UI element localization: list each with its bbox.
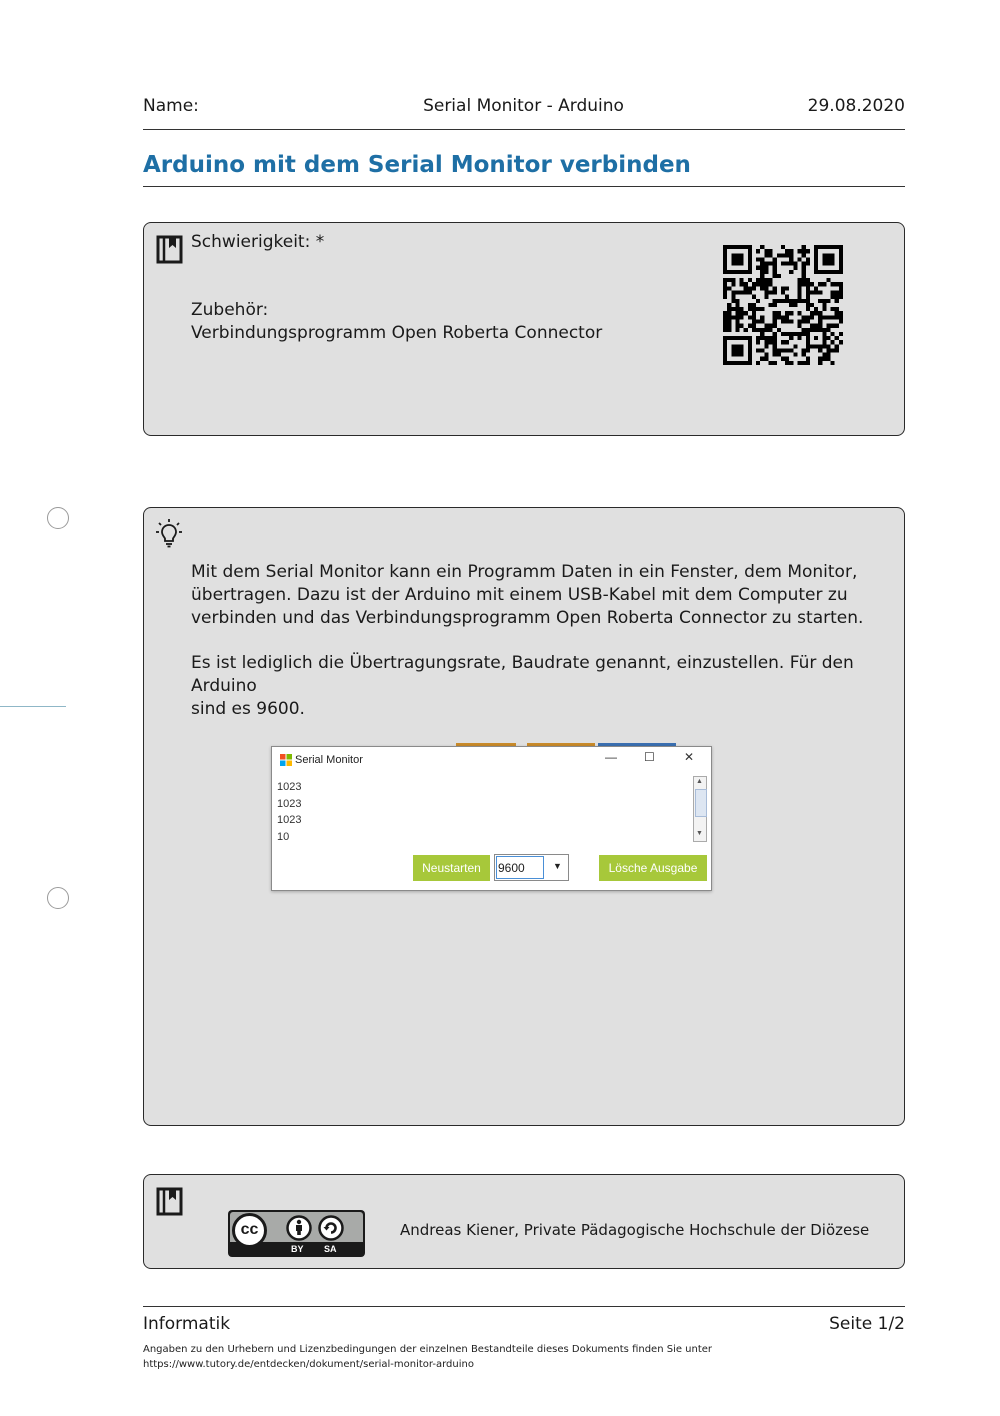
footer-subject: Informatik: [143, 1314, 231, 1334]
sa-label: SA: [324, 1244, 337, 1254]
output-line: 1023: [277, 814, 302, 826]
footer-notice-line1: Angaben zu den Urhebern und Lizenzbedingungen der einzelnen Bestandteile dieses Dokuments finden Sie unter: [143, 1344, 713, 1355]
accessories-value: Verbindungsprogramm Open Roberta Connector: [191, 323, 603, 343]
punch-hole-top: [47, 507, 69, 529]
maximize-icon[interactable]: ☐: [644, 750, 655, 764]
restart-button[interactable]: Neustarten: [413, 855, 490, 881]
title-divider: [143, 186, 905, 187]
window-title: Serial Monitor: [295, 754, 363, 766]
baud-rate-select[interactable]: [494, 854, 569, 881]
output-scrollbar[interactable]: [693, 776, 707, 842]
share-alike-icon: [318, 1215, 344, 1241]
tip-paragraph-2: Es ist lediglich die Übertragungsrate, Baudrate genannt, einzustellen. Für den Arduino sind es 9600.: [191, 653, 854, 719]
chevron-down-icon[interactable]: ▼: [553, 861, 562, 871]
clear-output-button[interactable]: Lösche Ausgabe: [599, 855, 707, 881]
doc-title: Serial Monitor - Arduino: [423, 96, 624, 116]
output-line: 10: [277, 830, 290, 843]
attribution-icon: [286, 1215, 312, 1241]
accessories-label: Zubehör:: [191, 300, 269, 320]
windows-app-icon: [280, 754, 292, 766]
output-line: 1023: [277, 797, 302, 810]
serial-output: [277, 779, 301, 845]
lightbulb-icon: [155, 518, 183, 548]
tip-paragraph-1: Mit dem Serial Monitor kann ein Programm Daten in ein Fenster, dem Monitor, übertragen. Dazu ist der Arduino mit einem USB-Kabel mit dem Computer zu verbinden und das Verbindungsprogramm Open Roberta Connector zu starten.: [191, 562, 864, 628]
book-icon: [156, 235, 184, 265]
license-box: [143, 1174, 905, 1269]
by-label: BY: [291, 1244, 304, 1254]
output-line: 1023: [277, 781, 302, 793]
cc-by-sa-badge: [228, 1210, 365, 1257]
close-icon[interactable]: ✕: [684, 750, 695, 764]
footer-page: Seite 1/2: [829, 1314, 905, 1334]
info-box: [143, 222, 905, 436]
punch-hole-bottom: [47, 887, 69, 909]
footer-divider: [143, 1306, 905, 1307]
footer-notice-url[interactable]: https://www.tutory.de/entdecken/dokument/serial-monitor-arduino: [143, 1359, 474, 1370]
scroll-thumb[interactable]: [695, 789, 707, 817]
book-icon: [156, 1187, 184, 1217]
name-label: Name:: [143, 96, 199, 116]
header-divider: [143, 129, 905, 130]
doc-date: 29.08.2020: [807, 96, 905, 116]
qr-code: [722, 245, 844, 365]
page-title: Arduino mit dem Serial Monitor verbinden: [143, 152, 691, 178]
difficulty: Schwierigkeit: *: [191, 232, 325, 252]
scroll-up-icon[interactable]: ▲: [696, 778, 703, 785]
serial-monitor-window: [271, 746, 712, 891]
cc-icon: cc: [232, 1213, 267, 1248]
baud-rate-value: 9600: [498, 861, 525, 875]
fold-mark: [0, 706, 66, 707]
minimize-icon[interactable]: —: [605, 750, 617, 764]
scroll-down-icon[interactable]: ▼: [696, 830, 703, 837]
author-credit: Andreas Kiener, Private Pädagogische Hochschule der Diözese: [400, 1221, 870, 1239]
